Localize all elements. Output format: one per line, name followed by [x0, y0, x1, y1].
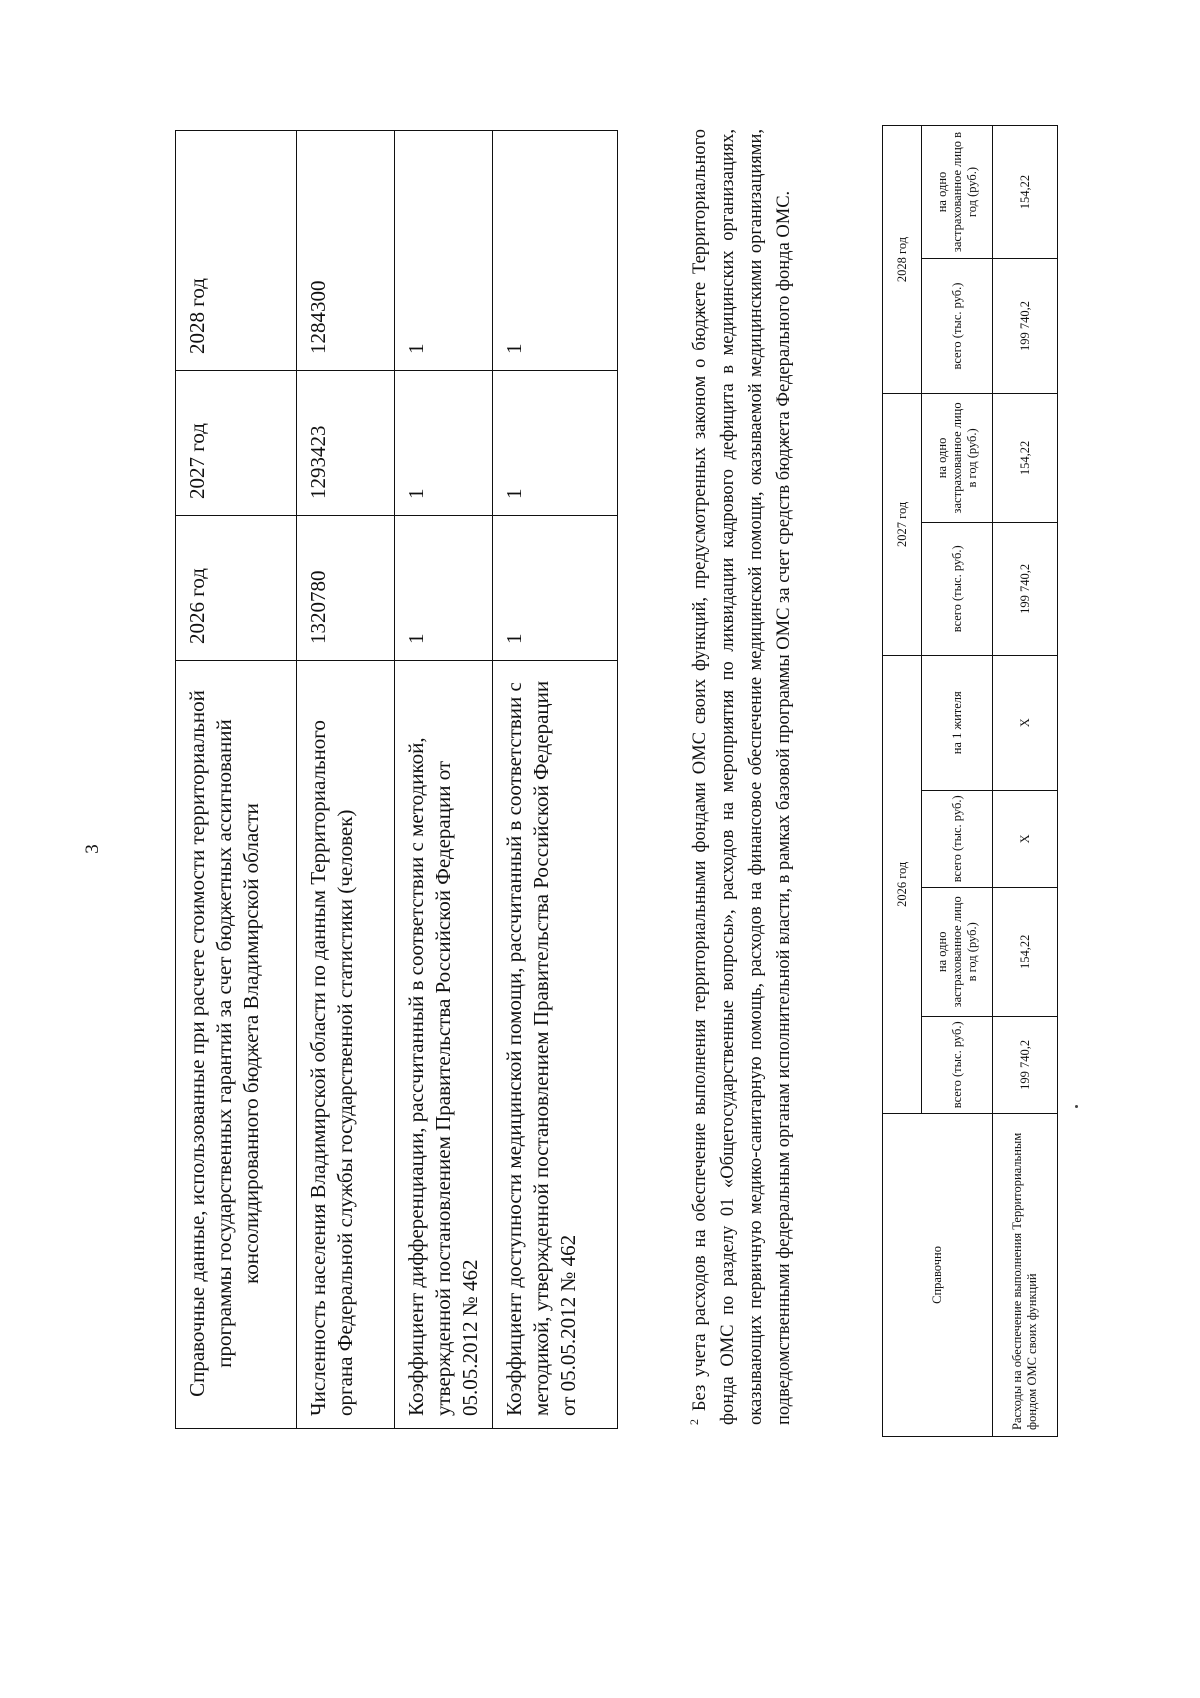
cell-value: 1293423	[297, 371, 395, 516]
header-year-2026: 2026 год	[176, 516, 297, 661]
footnote	[686, 129, 798, 1425]
header-label-cell: Справочные данные, использованные при расчете стоимости территориальной программы государственных гарантий за счет бюджетных ассигнований консолидированного бюджета Владимирской области	[176, 661, 297, 1429]
page-number: 3	[82, 844, 103, 854]
cell-value: 1	[395, 516, 493, 661]
cell-value: Х	[993, 655, 1058, 790]
table-row	[297, 131, 395, 1429]
row-label: Коэффициент дифференциации, рассчитанный в соответствии с методикой, утвержденной постановлением Правительства Российской Федерации от 05.05.2012 № 462	[395, 661, 493, 1429]
cell-value: 1	[493, 131, 618, 371]
cell-value: 199 740,2	[993, 1016, 1058, 1113]
cell-value: 1284300	[297, 131, 395, 371]
header-year-2026: 2026 год	[883, 655, 922, 1113]
subheader-cell: всего (тыс. руб.)	[922, 790, 993, 887]
header-year-2027: 2027 год	[176, 371, 297, 516]
row-label: Коэффициент доступности медицинской помощи, рассчитанный в соответствии с методикой, утвержденной постановлением Правительства Российской Федерации от 05.05.2012 № 462	[493, 661, 618, 1429]
header-year-2028: 2028 год	[176, 131, 297, 371]
reference-data-table	[175, 130, 618, 1429]
cell-value: 199 740,2	[993, 522, 1058, 655]
cell-value: 1	[395, 371, 493, 516]
row-label: Численность населения Владимирской области по данным Территориального органа Федеральной службы государственной статистики (человек)	[297, 661, 395, 1429]
subheader-cell: на одно застрахованное лицо в год (руб.)	[922, 393, 993, 522]
cell-value: 154,22	[993, 126, 1058, 259]
table-row	[993, 126, 1058, 1437]
subheader-cell: всего (тыс. руб.)	[922, 522, 993, 655]
header-year-2027: 2027 год	[883, 393, 922, 655]
footnote-text: Без учета расходов на обеспечение выполнения территориальными фондами ОМС своих функций, предусмотренных законом о бюджете Территориального фонда ОМС по разделу 01 «Общегосударственные вопросы», расходов на мероприятия по ликвидации кадрового дефицита в медицинских организациях, оказывающих первичную медико-санитарную помощь, расходов на финансовое обеспечение медицинской помощи, оказываемой медицинскими организациями, подведомственными федеральным органам исполнительной власти, в рамках базовой программы ОМС за счет средств бюджета Федерального фонда ОМС.	[690, 129, 794, 1425]
cell-value: 154,22	[993, 887, 1058, 1016]
cell-value: 154,22	[993, 393, 1058, 522]
subheader-cell: на одно застрахованное лицо в год (руб.)	[922, 126, 993, 259]
table-header-row	[176, 131, 297, 1429]
table-header-row	[883, 126, 922, 1437]
table-row	[395, 131, 493, 1429]
cell-value: 1	[395, 131, 493, 371]
cell-value: 1	[493, 516, 618, 661]
subheader-cell: всего (тыс. руб.)	[922, 259, 993, 394]
footnote-marker: 2	[686, 1419, 701, 1425]
cell-value: 1	[493, 371, 618, 516]
cell-value: 1320780	[297, 516, 395, 661]
cell-value: Х	[993, 790, 1058, 887]
cell-value: 199 740,2	[993, 259, 1058, 394]
table-row	[493, 131, 618, 1429]
subheader-cell: на одно застрахованное лицо в год (руб.)	[922, 887, 993, 1016]
scan-speck	[1075, 1105, 1078, 1108]
expenses-table	[882, 125, 1058, 1437]
row-label: Расходы на обеспечение выполнения Территориальным фондом ОМС своих функций	[993, 1113, 1058, 1436]
subheader-cell: всего (тыс. руб.)	[922, 1016, 993, 1113]
corner-cell: Справочно	[883, 1113, 993, 1436]
subheader-cell: на 1 жителя	[922, 655, 993, 790]
header-year-2028: 2028 год	[883, 126, 922, 394]
